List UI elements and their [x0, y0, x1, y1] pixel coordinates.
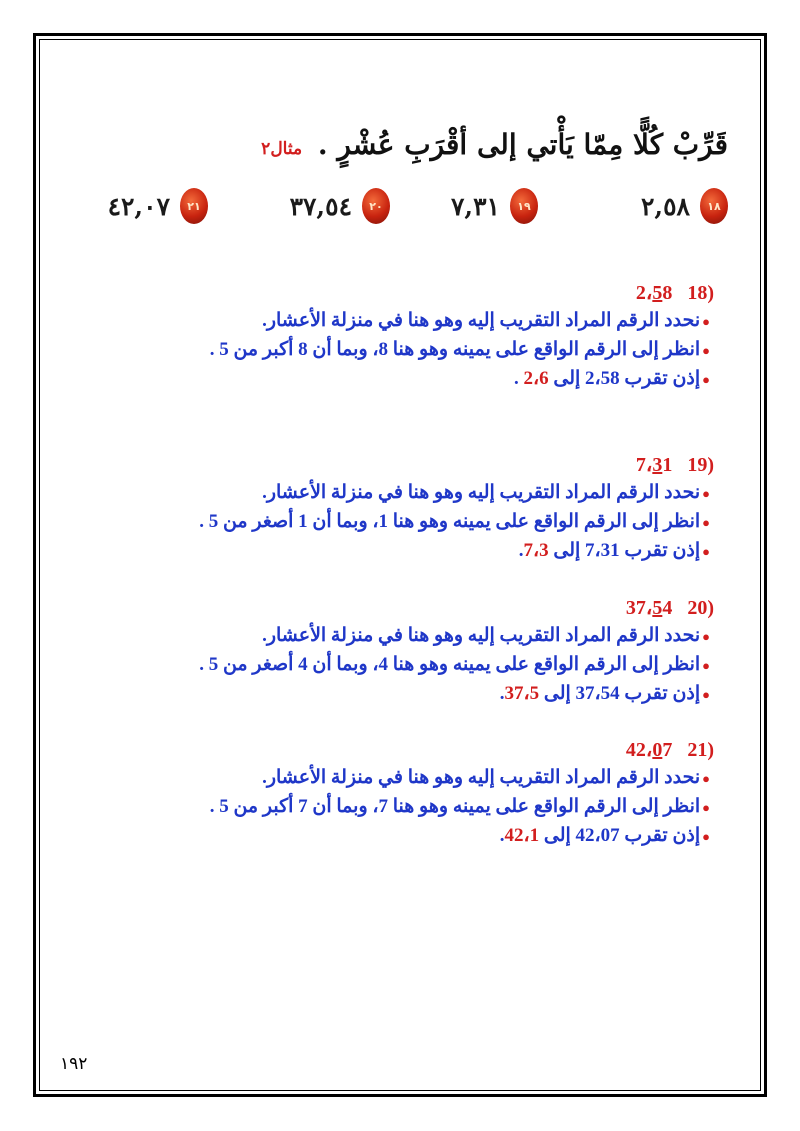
exercise-item: [108, 188, 208, 224]
exercise-list: [107, 188, 728, 232]
exercise-number-badge: ٢١: [180, 188, 208, 224]
exercise-number-badge: ٢٠: [362, 188, 390, 224]
bullet-icon: ●: [702, 658, 710, 673]
bullet-icon: ●: [702, 314, 710, 329]
bullet-icon: ●: [702, 829, 710, 844]
solution-number: (19: [687, 454, 714, 476]
solution-number-value: 37،54: [625, 597, 673, 619]
solution-line-3: ●إذن تقرب 2،58 إلى 2،6 .: [513, 368, 710, 389]
exercise-item: [451, 188, 538, 224]
bullet-icon: ●: [702, 486, 710, 501]
solution-number-value: 2،58: [635, 282, 673, 304]
bullet-icon: ●: [702, 343, 710, 358]
rounded-result: 7،3: [523, 540, 549, 561]
exercise-item: [641, 188, 728, 224]
solution-number: (18: [687, 282, 714, 304]
rounded-result: 42،1: [504, 825, 540, 846]
exercise-value: ٤٢,٠٧: [107, 191, 170, 221]
solution-line-2: ●انظر إلى الرقم الواقع على يمينه وهو هنا 8، وبما أن 8 أكبر من 5 .: [209, 339, 710, 360]
solution-heading: [210, 279, 714, 307]
solution-line-2: ●انظر إلى الرقم الواقع على يمينه وهو هنا 7، وبما أن 7 أكبر من 5 .: [209, 796, 710, 817]
page-number: ١٩٢: [60, 1054, 88, 1074]
tenths-digit: 5: [652, 282, 663, 304]
tenths-digit: 3: [652, 454, 663, 476]
solution-line-2: ●انظر إلى الرقم الواقع على يمينه وهو هنا 4، وبما أن 4 أصغر من 5 .: [199, 654, 710, 675]
solution-18: [210, 279, 714, 394]
solution-line-1: ●نحدد الرقم المراد التقريب إليه وهو هنا في منزلة الأعشار.: [262, 482, 710, 503]
bullet-icon: ●: [702, 515, 710, 530]
bullet-icon: ●: [702, 372, 710, 387]
heading-text: قَرِّبْ كُلًّا مِمّا يَأْتي إلى أقْرَبِ عُشْرٍ .: [317, 128, 728, 161]
tenths-digit: 0: [652, 739, 663, 761]
solution-number-value: 7،31: [635, 454, 673, 476]
solution-line-3: ●إذن تقرب 42،07 إلى 42،1.: [499, 825, 710, 846]
bullet-icon: ●: [702, 800, 710, 815]
bullet-icon: ●: [702, 687, 710, 702]
rounded-result: 2،6: [523, 368, 549, 389]
exercise-number-badge: ١٩: [510, 188, 538, 224]
solution-21: [210, 736, 714, 851]
solution-number-value: 42،07: [625, 739, 673, 761]
example-tag: مثال٢: [261, 139, 303, 159]
bullet-icon: ●: [702, 544, 710, 559]
solution-heading: [210, 736, 714, 764]
solution-line-2: ●انظر إلى الرقم الواقع على يمينه وهو هنا 1، وبما أن 1 أصغر من 5 .: [199, 511, 710, 532]
exercise-number-badge: ١٨: [700, 188, 728, 224]
exercise-heading: [261, 128, 728, 161]
rounded-result: 37،5: [504, 683, 540, 704]
exercise-value: ٣٧,٥٤: [289, 191, 352, 221]
solution-line-1: ●نحدد الرقم المراد التقريب إليه وهو هنا في منزلة الأعشار.: [262, 767, 710, 788]
exercise-value: ٧,٣١: [451, 191, 500, 221]
solution-20: [199, 594, 714, 709]
bullet-icon: ●: [702, 771, 710, 786]
solution-line-1: ●نحدد الرقم المراد التقريب إليه وهو هنا في منزلة الأعشار.: [262, 310, 710, 331]
solution-line-1: ●نحدد الرقم المراد التقريب إليه وهو هنا في منزلة الأعشار.: [262, 625, 710, 646]
solution-number: (21: [687, 739, 714, 761]
exercise-item: [290, 188, 390, 224]
solution-number: (20: [687, 597, 714, 619]
solution-heading: [199, 594, 714, 622]
tenths-digit: 5: [652, 597, 663, 619]
solution-heading: [199, 451, 714, 479]
bullet-icon: ●: [702, 629, 710, 644]
solution-19: [199, 451, 714, 566]
exercise-value: ٢,٥٨: [641, 191, 690, 221]
solution-line-3: ●إذن تقرب 7،31 إلى 7،3.: [518, 540, 710, 561]
solution-line-3: ●إذن تقرب 37،54 إلى 37،5.: [499, 683, 710, 704]
